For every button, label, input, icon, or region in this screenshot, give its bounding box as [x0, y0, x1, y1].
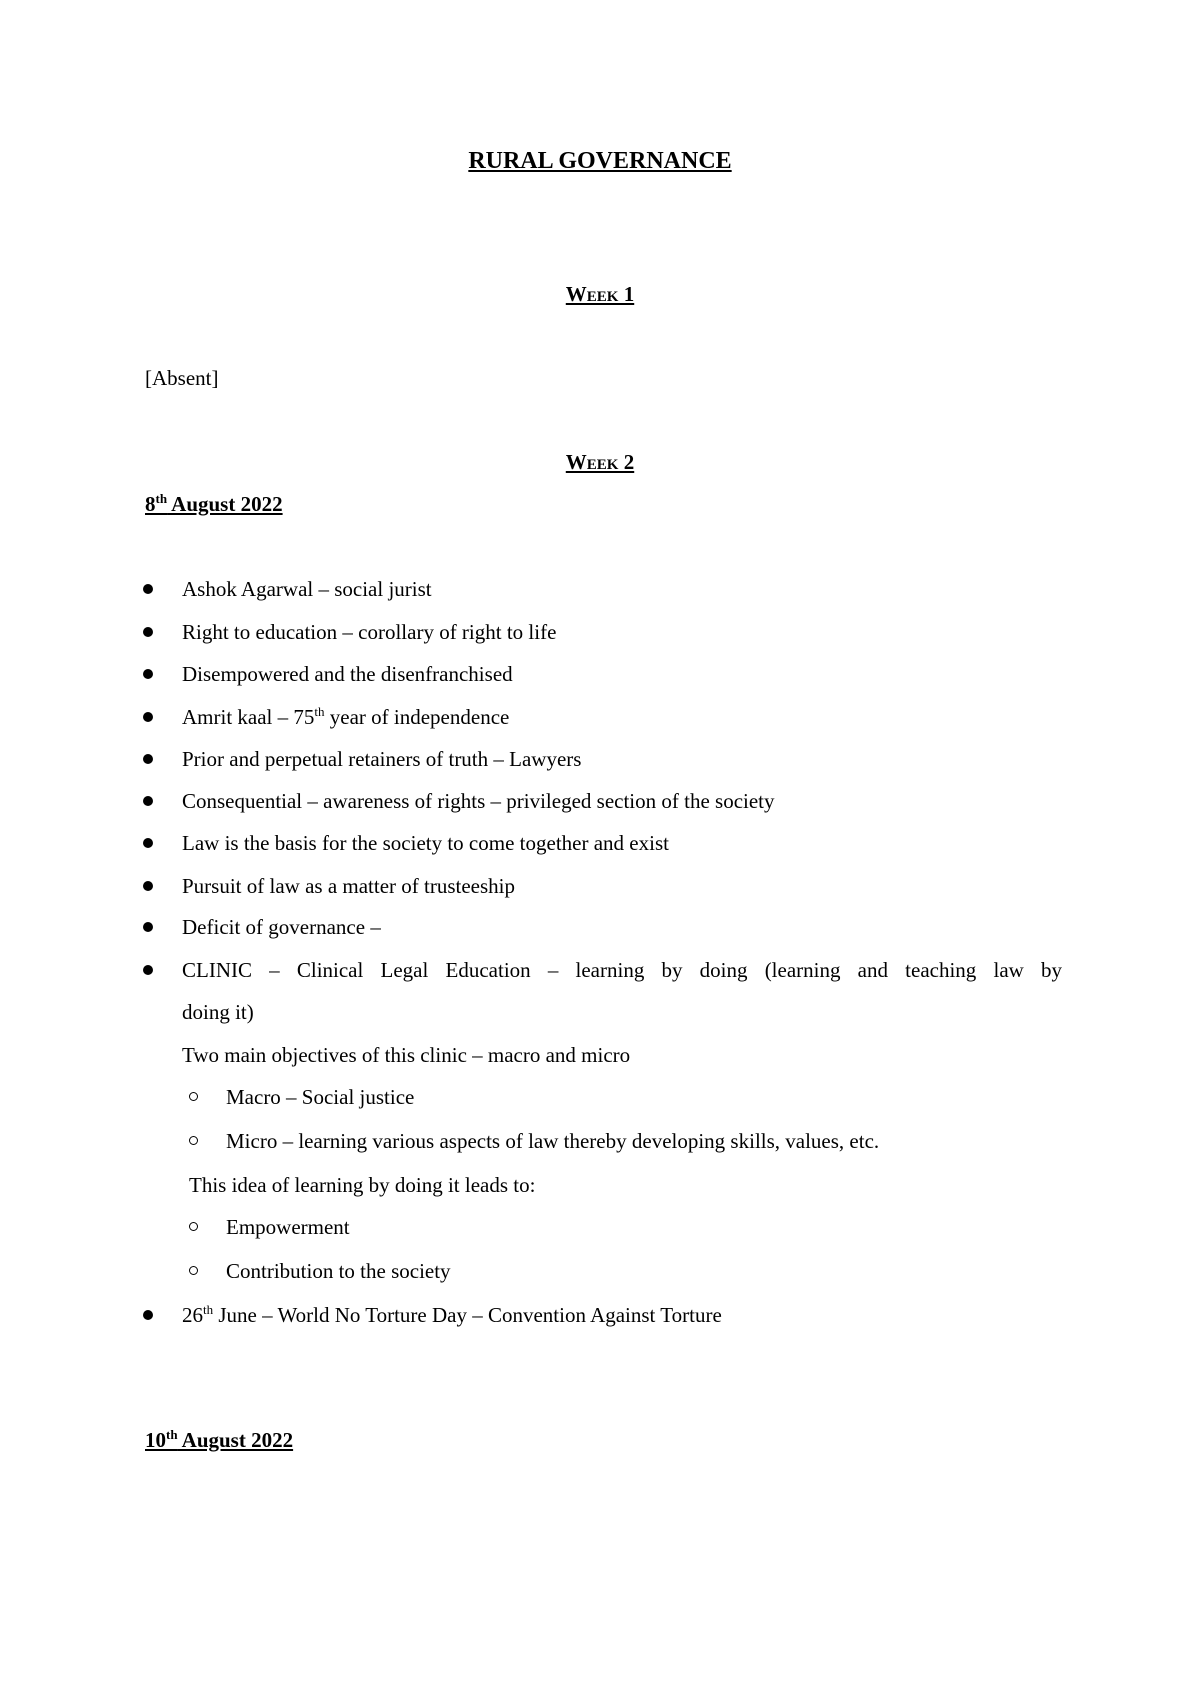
bullet-icon	[143, 584, 153, 594]
list-item: Consequential – awareness of rights – privileged section of the society	[182, 789, 775, 813]
list-item-amrit-kaal	[182, 703, 509, 731]
list-item-clinic: CLINIC – Clinical Legal Education – learning by doing (learning and teaching law by	[182, 958, 1062, 982]
week-2-heading: Week 2	[565, 450, 635, 474]
date-month-year: August 2022	[167, 492, 283, 516]
clinic-objectives: Two main objectives of this clinic – macro and micro	[182, 1043, 631, 1067]
bullet-icon	[143, 838, 153, 848]
bullet-icon	[143, 754, 153, 764]
circle-bullet-icon	[189, 1222, 198, 1231]
date-day: 8	[145, 492, 156, 516]
bullet-icon	[143, 627, 153, 637]
date-suffix: th	[155, 491, 168, 506]
bullet-icon	[143, 922, 153, 932]
sub-list-item: Macro – Social justice	[226, 1085, 415, 1109]
list-item: Prior and perpetual retainers of truth – Lawyers	[182, 747, 582, 771]
circle-bullet-icon	[189, 1136, 198, 1145]
bullet-icon	[143, 1310, 153, 1320]
list-item-torture-day	[182, 1301, 722, 1329]
learning-idea: This idea of learning by doing it leads to:	[189, 1173, 536, 1197]
list-item: Pursuit of law as a matter of trusteeship	[182, 874, 516, 898]
bullet-icon	[143, 881, 153, 891]
sub-list-item: Contribution to the society	[226, 1259, 451, 1283]
list-item: Disempowered and the disenfranchised	[182, 662, 513, 686]
list-item: Right to education – corollary of right to life	[182, 620, 557, 644]
sub-list-item: Micro – learning various aspects of law thereby developing skills, values, etc.	[226, 1129, 880, 1153]
bullet-icon	[143, 965, 153, 975]
absent-note: [Absent]	[145, 366, 219, 390]
date-heading-8-august	[145, 490, 283, 518]
document-title: RURAL GOVERNANCE	[468, 148, 732, 174]
june-text: June – World No Torture Day – Convention Against Torture	[213, 1303, 722, 1327]
list-item: Law is the basis for the society to come together and exist	[182, 831, 669, 855]
amrit-suffix: th	[314, 704, 325, 719]
list-item: Deficit of governance –	[182, 915, 381, 939]
june-suffix: th	[203, 1302, 214, 1317]
list-item: Ashok Agarwal – social jurist	[182, 577, 432, 601]
list-item-clinic-continued: doing it)	[182, 1000, 254, 1024]
sub-list-item: Empowerment	[226, 1215, 350, 1239]
bullet-icon	[143, 712, 153, 722]
amrit-text-after: year of independence	[324, 705, 510, 729]
date-month-year: August 2022	[177, 1428, 294, 1452]
week-1-heading: Week 1	[565, 282, 635, 306]
circle-bullet-icon	[189, 1092, 198, 1101]
date-heading-10-august	[145, 1426, 293, 1454]
circle-bullet-icon	[189, 1266, 198, 1275]
date-suffix: th	[166, 1427, 178, 1442]
bullet-icon	[143, 669, 153, 679]
june-day: 26	[182, 1303, 203, 1327]
amrit-text-before: Amrit kaal – 75	[182, 705, 315, 729]
bullet-icon	[143, 796, 153, 806]
date-day: 10	[145, 1428, 166, 1452]
